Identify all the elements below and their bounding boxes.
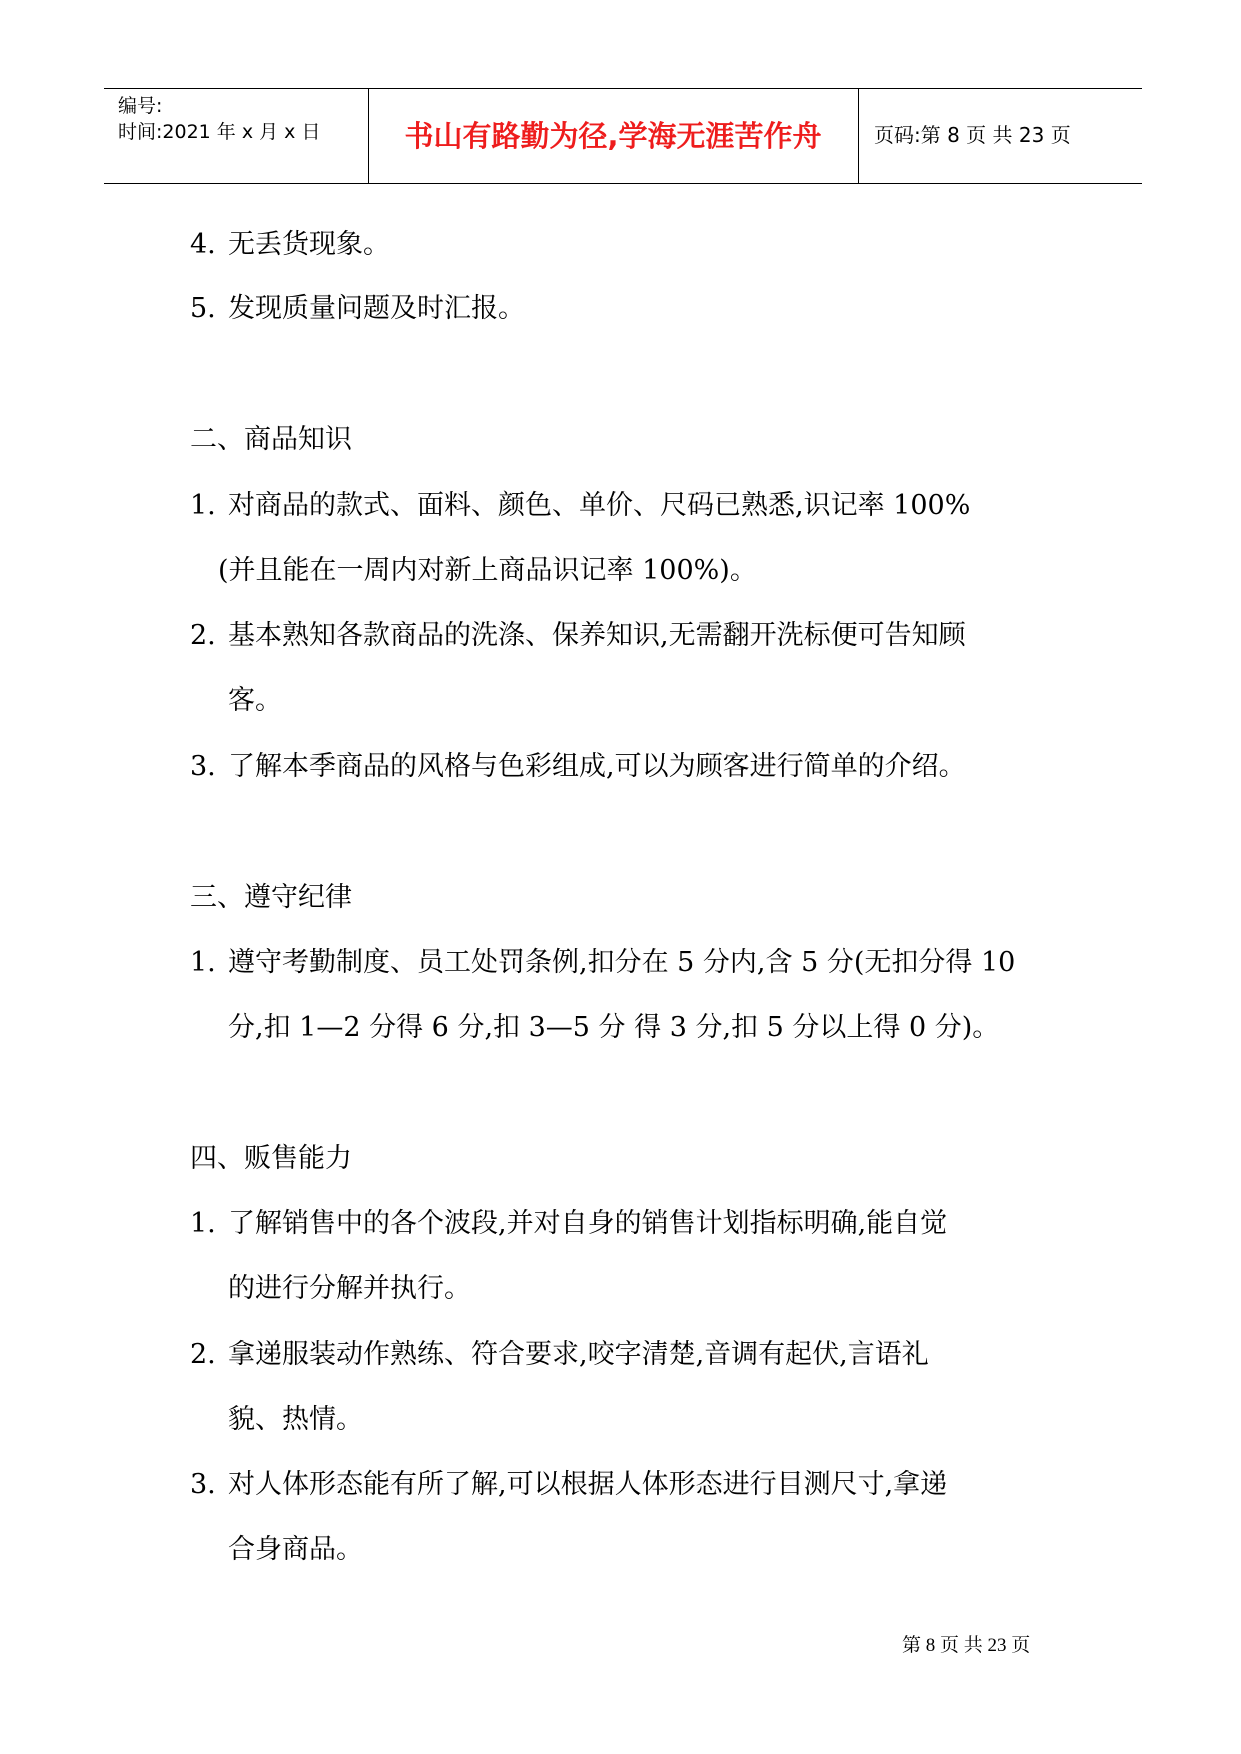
list-item-text: 了解本季商品的风格与色彩组成,可以为顾客进行简单的介绍。 (228, 751, 966, 782)
list-item-text: 遵守考勤制度、员工处罚条例,扣分在 5 分内,含 5 分(无扣分得 10 (228, 947, 1016, 978)
list-item-text: 了解销售中的各个波段,并对自身的销售计划指标明确,能自觉 (228, 1208, 948, 1239)
list-item-number: 1. (190, 1208, 216, 1239)
page-header (104, 88, 1142, 184)
list-item-continuation: (并且能在一周内对新上商品识记率 100%)。 (218, 555, 757, 586)
section-heading-sales-ability: 四、贩售能力 (190, 1143, 352, 1174)
list-item-number: 3. (190, 1469, 216, 1500)
list-item-text: 基本熟知各款商品的洗涤、保养知识,无需翻开洗标便可告知顾 (228, 620, 966, 651)
list-item-number: 2. (190, 620, 216, 651)
document-number-label: 编号: (118, 95, 163, 117)
list-item-number: 3. (190, 751, 216, 782)
section-heading-product-knowledge: 二、商品知识 (190, 424, 352, 455)
list-item-continuation: 的进行分解并执行。 (228, 1273, 471, 1304)
header-page-cell (860, 89, 1142, 183)
list-item-text: 无丢货现象。 (228, 229, 390, 260)
section-heading-discipline: 三、遵守纪律 (190, 882, 352, 913)
list-item-number: 4. (190, 229, 216, 260)
list-item-text: 对商品的款式、面料、颜色、单价、尺码已熟悉,识记率 100% (228, 490, 971, 521)
list-item-number: 1. (190, 490, 216, 521)
list-item-continuation: 分,扣 1—2 分得 6 分,扣 3—5 分 得 3 分,扣 5 分以上得 0 分)。 (228, 1012, 1000, 1043)
header-page-info: 页码:第 8 页 共 23 页 (874, 123, 1071, 147)
list-item-number: 1. (190, 947, 216, 978)
header-motto-cell (368, 89, 859, 183)
header-motto: 书山有路勤为径,学海无涯苦作舟 (404, 119, 822, 153)
list-item-number: 2. (190, 1339, 216, 1370)
list-item-text: 对人体形态能有所了解,可以根据人体形态进行目测尺寸,拿递 (228, 1469, 948, 1500)
list-item-text: 发现质量问题及时汇报。 (228, 293, 525, 324)
list-item-continuation: 客。 (228, 685, 282, 716)
header-meta-cell (104, 89, 369, 183)
list-item-continuation: 貌、热情。 (228, 1404, 363, 1435)
list-item-text: 拿递服装动作熟练、符合要求,咬字清楚,音调有起伏,言语礼 (228, 1339, 929, 1370)
page-footer: 第 8 页 共 23 页 (902, 1635, 1031, 1656)
list-item-continuation: 合身商品。 (228, 1534, 363, 1565)
list-item-number: 5. (190, 293, 216, 324)
document-time-label: 时间:2021 年 x 月 x 日 (118, 121, 321, 143)
